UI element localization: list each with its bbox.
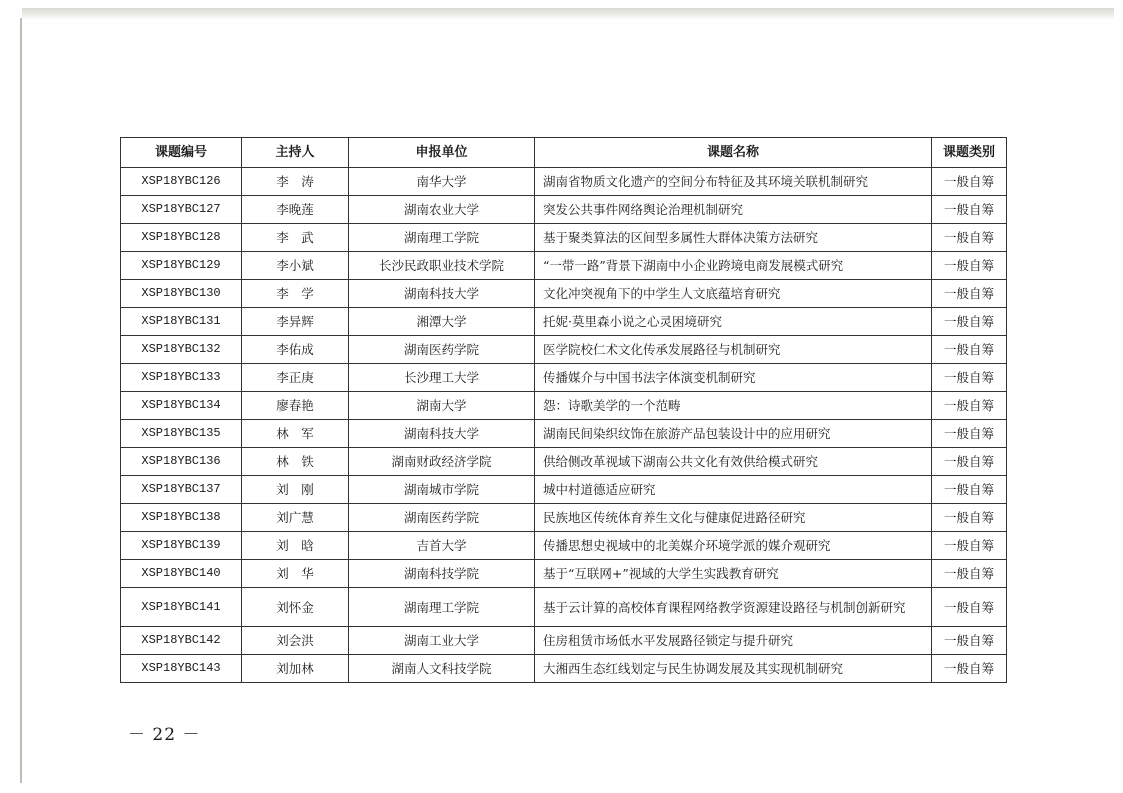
project-title: 传播媒介与中国书法字体演变机制研究 — [535, 364, 932, 392]
category: 一般自筹 — [932, 532, 1007, 560]
category: 一般自筹 — [932, 308, 1007, 336]
institution: 湖南科技学院 — [349, 560, 535, 588]
category: 一般自筹 — [932, 224, 1007, 252]
host-name: 林 铁 — [242, 448, 349, 476]
project-code: XSP18YBC136 — [121, 448, 242, 476]
table-row — [121, 627, 1007, 655]
project-code: XSP18YBC140 — [121, 560, 242, 588]
institution: 湖南财政经济学院 — [349, 448, 535, 476]
host-name: 李 学 — [242, 280, 349, 308]
institution: 南华大学 — [349, 168, 535, 196]
institution: 湖南科技大学 — [349, 280, 535, 308]
project-title: 突发公共事件网络舆论治理机制研究 — [535, 196, 932, 224]
project-title: 传播思想史视域中的北美媒介环境学派的媒介观研究 — [535, 532, 932, 560]
category: 一般自筹 — [932, 252, 1007, 280]
institution: 湖南城市学院 — [349, 476, 535, 504]
project-title: 住房租赁市场低水平发展路径锁定与提升研究 — [535, 627, 932, 655]
category: 一般自筹 — [932, 588, 1007, 627]
page-number: － 22 － — [128, 725, 201, 745]
project-code: XSP18YBC129 — [121, 252, 242, 280]
host-name: 李佑成 — [242, 336, 349, 364]
project-code: XSP18YBC128 — [121, 224, 242, 252]
project-code: XSP18YBC130 — [121, 280, 242, 308]
table-row — [121, 476, 1007, 504]
institution: 湖南理工学院 — [349, 224, 535, 252]
host-name: 廖春艳 — [242, 392, 349, 420]
category: 一般自筹 — [932, 280, 1007, 308]
category: 一般自筹 — [932, 560, 1007, 588]
table-row — [121, 224, 1007, 252]
table-row — [121, 364, 1007, 392]
category: 一般自筹 — [932, 504, 1007, 532]
project-code: XSP18YBC131 — [121, 308, 242, 336]
table-row — [121, 532, 1007, 560]
category: 一般自筹 — [932, 420, 1007, 448]
category: 一般自筹 — [932, 476, 1007, 504]
table-row — [121, 420, 1007, 448]
host-name: 李小斌 — [242, 252, 349, 280]
project-title: 医学院校仁术文化传承发展路径与机制研究 — [535, 336, 932, 364]
category: 一般自筹 — [932, 196, 1007, 224]
institution: 湖南农业大学 — [349, 196, 535, 224]
project-title: 民族地区传统体育养生文化与健康促进路径研究 — [535, 504, 932, 532]
header-category: 课题类别 — [932, 138, 1007, 168]
table-row — [121, 448, 1007, 476]
project-table — [120, 137, 1007, 683]
institution: 湖南人文科技学院 — [349, 655, 535, 683]
institution: 湖南医药学院 — [349, 336, 535, 364]
table-row — [121, 392, 1007, 420]
host-name: 刘广慧 — [242, 504, 349, 532]
category: 一般自筹 — [932, 448, 1007, 476]
category: 一般自筹 — [932, 336, 1007, 364]
project-title: 基于“互联网+”视域的大学生实践教育研究 — [535, 560, 932, 588]
table-header-row — [121, 138, 1007, 168]
category: 一般自筹 — [932, 655, 1007, 683]
table-row — [121, 504, 1007, 532]
institution: 湖南医药学院 — [349, 504, 535, 532]
host-name: 刘 晗 — [242, 532, 349, 560]
project-code: XSP18YBC142 — [121, 627, 242, 655]
table-row — [121, 196, 1007, 224]
institution: 长沙理工大学 — [349, 364, 535, 392]
project-code: XSP18YBC139 — [121, 532, 242, 560]
host-name: 李 武 — [242, 224, 349, 252]
scan-edge-left — [20, 18, 22, 783]
institution: 湖南大学 — [349, 392, 535, 420]
table-row — [121, 168, 1007, 196]
institution: 湖南理工学院 — [349, 588, 535, 627]
host-name: 李 涛 — [242, 168, 349, 196]
project-title: “一带一路”背景下湖南中小企业跨境电商发展模式研究 — [535, 252, 932, 280]
host-name: 刘怀金 — [242, 588, 349, 627]
header-project-code: 课题编号 — [121, 138, 242, 168]
institution: 吉首大学 — [349, 532, 535, 560]
institution: 湖南工业大学 — [349, 627, 535, 655]
project-title: 文化冲突视角下的中学生人文底蕴培育研究 — [535, 280, 932, 308]
host-name: 李晚莲 — [242, 196, 349, 224]
category: 一般自筹 — [932, 364, 1007, 392]
host-name: 刘 华 — [242, 560, 349, 588]
host-name: 刘加林 — [242, 655, 349, 683]
table-row — [121, 280, 1007, 308]
host-name: 刘会洪 — [242, 627, 349, 655]
project-title: 供给侧改革视域下湖南公共文化有效供给模式研究 — [535, 448, 932, 476]
project-code: XSP18YBC134 — [121, 392, 242, 420]
project-code: XSP18YBC135 — [121, 420, 242, 448]
institution: 湖南科技大学 — [349, 420, 535, 448]
category: 一般自筹 — [932, 168, 1007, 196]
project-code: XSP18YBC127 — [121, 196, 242, 224]
table-row — [121, 588, 1007, 627]
project-title: 托妮·莫里森小说之心灵困境研究 — [535, 308, 932, 336]
project-code: XSP18YBC138 — [121, 504, 242, 532]
project-code: XSP18YBC137 — [121, 476, 242, 504]
table-row — [121, 655, 1007, 683]
project-code: XSP18YBC126 — [121, 168, 242, 196]
host-name: 李异辉 — [242, 308, 349, 336]
scan-edge-top — [22, 8, 1114, 20]
header-project-title: 课题名称 — [535, 138, 932, 168]
project-title: 基于聚类算法的区间型多属性大群体决策方法研究 — [535, 224, 932, 252]
project-title: 城中村道德适应研究 — [535, 476, 932, 504]
host-name: 刘 刚 — [242, 476, 349, 504]
table-row — [121, 252, 1007, 280]
host-name: 李正庚 — [242, 364, 349, 392]
project-title: 湖南民间染织纹饰在旅游产品包装设计中的应用研究 — [535, 420, 932, 448]
project-code: XSP18YBC132 — [121, 336, 242, 364]
institution: 长沙民政职业技术学院 — [349, 252, 535, 280]
table-row — [121, 336, 1007, 364]
host-name: 林 军 — [242, 420, 349, 448]
category: 一般自筹 — [932, 392, 1007, 420]
header-institution: 申报单位 — [349, 138, 535, 168]
category: 一般自筹 — [932, 627, 1007, 655]
table-row — [121, 308, 1007, 336]
project-code: XSP18YBC141 — [121, 588, 242, 627]
header-host: 主持人 — [242, 138, 349, 168]
project-title: 大湘西生态红线划定与民生协调发展及其实现机制研究 — [535, 655, 932, 683]
project-title: 基于云计算的高校体育课程网络教学资源建设路径与机制创新研究 — [535, 588, 932, 627]
project-code: XSP18YBC143 — [121, 655, 242, 683]
project-code: XSP18YBC133 — [121, 364, 242, 392]
table-row — [121, 560, 1007, 588]
project-title: 怨：诗歌美学的一个范畴 — [535, 392, 932, 420]
project-title: 湖南省物质文化遗产的空间分布特征及其环境关联机制研究 — [535, 168, 932, 196]
institution: 湘潭大学 — [349, 308, 535, 336]
